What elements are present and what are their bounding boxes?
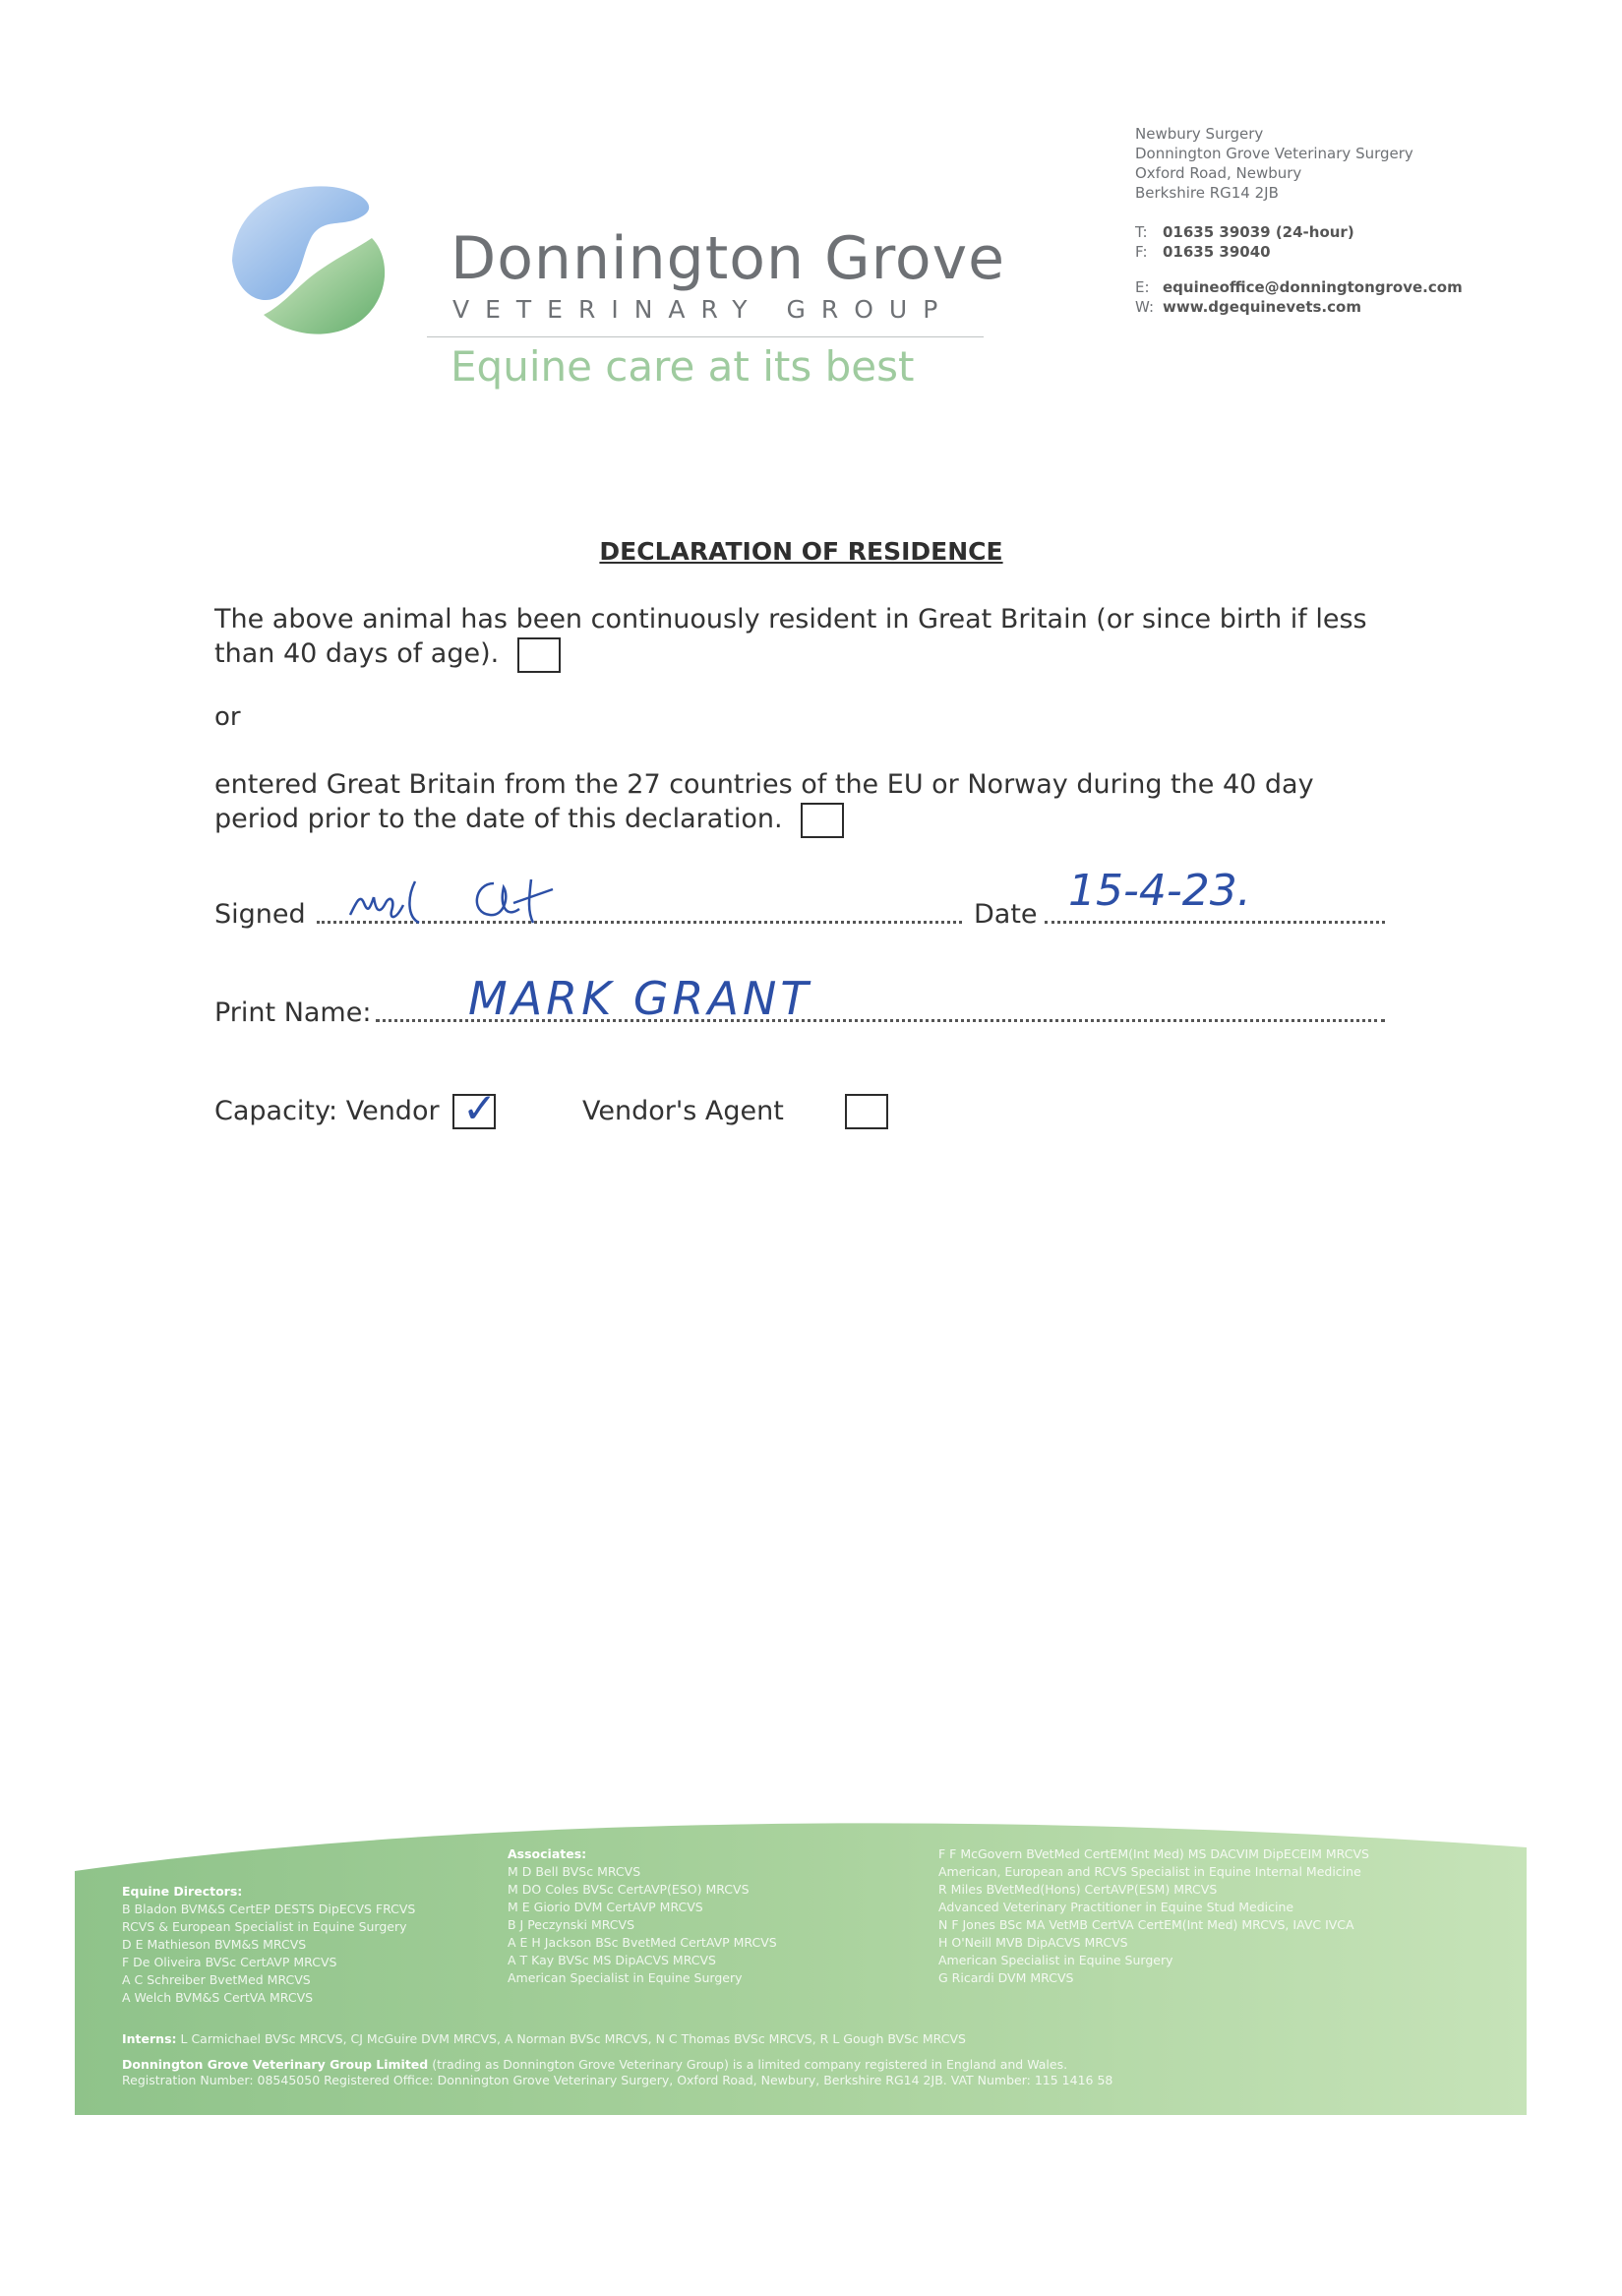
address-block [1135,124,1413,203]
other-line: F F McGovern BVetMed CertEM(Int Med) MS DACVIM DipECEIM MRCVS [938,1846,1369,1861]
brand-subtitle: VETERINARY GROUP [452,295,954,324]
others-block [938,1845,1369,1987]
director-line: RCVS & European Specialist in Equine Surgery [122,1919,407,1934]
associates-block [508,1845,777,1987]
date-value: 15-4-23. [1068,866,1251,916]
associates-title: Associates: [508,1846,587,1861]
date-line[interactable] [1045,921,1385,924]
address-line: Berkshire RG14 2JB [1135,184,1279,202]
date-label: Date [974,899,1038,930]
associate-line: A E H Jackson BSc BvetMed CertAVP MRCVS [508,1935,777,1950]
email-row [1135,277,1463,297]
interns-list: L Carmichael BVSc MRCVS, CJ McGuire DVM MRCVS, A Norman BVSc MRCVS, N C Thomas BVSc MRCVS, R L Gough BVSc MRCVS [180,2031,966,2046]
or-separator: or [214,702,241,732]
brand-tagline: Equine care at its best [451,342,915,391]
brand-divider [427,336,984,337]
brand-name: Donnington Grove [451,224,1006,293]
other-line: American, European and RCVS Specialist in Equine Internal Medicine [938,1864,1361,1879]
option2-text: entered Great Britain from the 27 countries of the EU or Norway during the 40 day period prior to the date of this declaration. [214,769,1314,834]
option2-paragraph [214,767,1375,838]
option2-checkbox[interactable] [801,803,844,838]
interns-label: Interns: [122,2031,177,2046]
other-line: G Ricardi DVM MRCVS [938,1970,1074,1985]
registration-row [122,2072,1112,2089]
option1-text: The above animal has been continuously resident in Great Britain (or since birth if less than 40 days of age). [214,604,1367,669]
footer-banner [75,1810,1527,2115]
web-row [1135,297,1463,317]
company-name: Donnington Grove Veterinary Group Limited [122,2057,429,2072]
phone-number: 01635 39039 (24-hour) [1163,223,1354,241]
director-line: F De Oliveira BVSc CertAVP MRCVS [122,1955,337,1969]
agent-checkbox[interactable] [845,1094,888,1129]
vendor-checkmark: ✓ [462,1084,498,1132]
vendor-checkbox[interactable] [452,1084,498,1132]
associate-line: M E Giorio DVM CertAVP MRCVS [508,1900,703,1914]
phone-label: T: [1135,223,1148,241]
other-line: R Miles BVetMed(Hons) CertAVP(ESM) MRCVS [938,1882,1218,1897]
director-line: A Welch BVM&S CertVA MRCVS [122,1990,314,2005]
email-link[interactable]: equineoffice@donningtongrove.com [1163,278,1463,296]
interns-row [122,2030,966,2048]
associate-line: A T Kay BVSc MS DipACVS MRCVS [508,1953,716,1967]
capacity-label: Capacity: Vendor [214,1096,440,1126]
address-line: Newbury Surgery [1135,125,1264,143]
address-line: Donnington Grove Veterinary Surgery [1135,145,1413,162]
print-name-label: Print Name: [214,997,372,1028]
director-line: D E Mathieson BVM&S MRCVS [122,1937,307,1952]
directors-title: Equine Directors: [122,1884,243,1899]
other-line: Advanced Veterinary Practitioner in Equine Stud Medicine [938,1900,1294,1914]
associate-line: American Specialist in Equine Surgery [508,1970,743,1985]
option1-paragraph [214,602,1405,673]
other-line: N F Jones BSc MA VetMB CertVA CertEM(Int Med) MRCVS, IAVC IVCA [938,1917,1354,1932]
registration-text: Registration Number: 08545050 Registered Office: Donnington Grove Veterinary Surgery, Oxford Road, Newbury, Berkshire RG14 2JB. VAT Number: 115 1416 58 [122,2073,1113,2087]
director-line: B Bladon BVM&S CertEP DESTS DipECVS FRCVS [122,1902,416,1916]
print-name-value: MARK GRANT [468,972,812,1025]
director-line: A C Schreiber BvetMed MRCVS [122,1972,311,1987]
declaration-title: DECLARATION OF RESIDENCE [599,537,1003,566]
email-label: E: [1135,278,1150,296]
option1-checkbox[interactable] [517,637,561,673]
associate-line: M D Bell BVSc MRCVS [508,1864,641,1879]
other-line: American Specialist in Equine Surgery [938,1953,1173,1967]
fax-row [1135,242,1463,262]
signature [346,854,602,937]
web-label: W: [1135,298,1155,316]
other-line: H O'Neill MVB DipACVS MRCVS [938,1935,1128,1950]
signed-label: Signed [214,899,306,930]
directors-block [122,1883,415,2007]
contact-block [1135,222,1463,317]
agent-label: Vendor's Agent [582,1096,784,1126]
fax-number: 01635 39040 [1163,243,1271,261]
web-link[interactable]: www.dgequinevets.com [1163,298,1361,316]
address-line: Oxford Road, Newbury [1135,164,1302,182]
fax-label: F: [1135,243,1148,261]
logo-mark [224,177,391,339]
company-text: (trading as Donnington Grove Veterinary Group) is a limited company registered in England and Wales. [432,2057,1068,2072]
associate-line: M DO Coles BVSc CertAVP(ESO) MRCVS [508,1882,750,1897]
phone-row [1135,222,1463,242]
associate-line: B J Peczynski MRCVS [508,1917,635,1932]
